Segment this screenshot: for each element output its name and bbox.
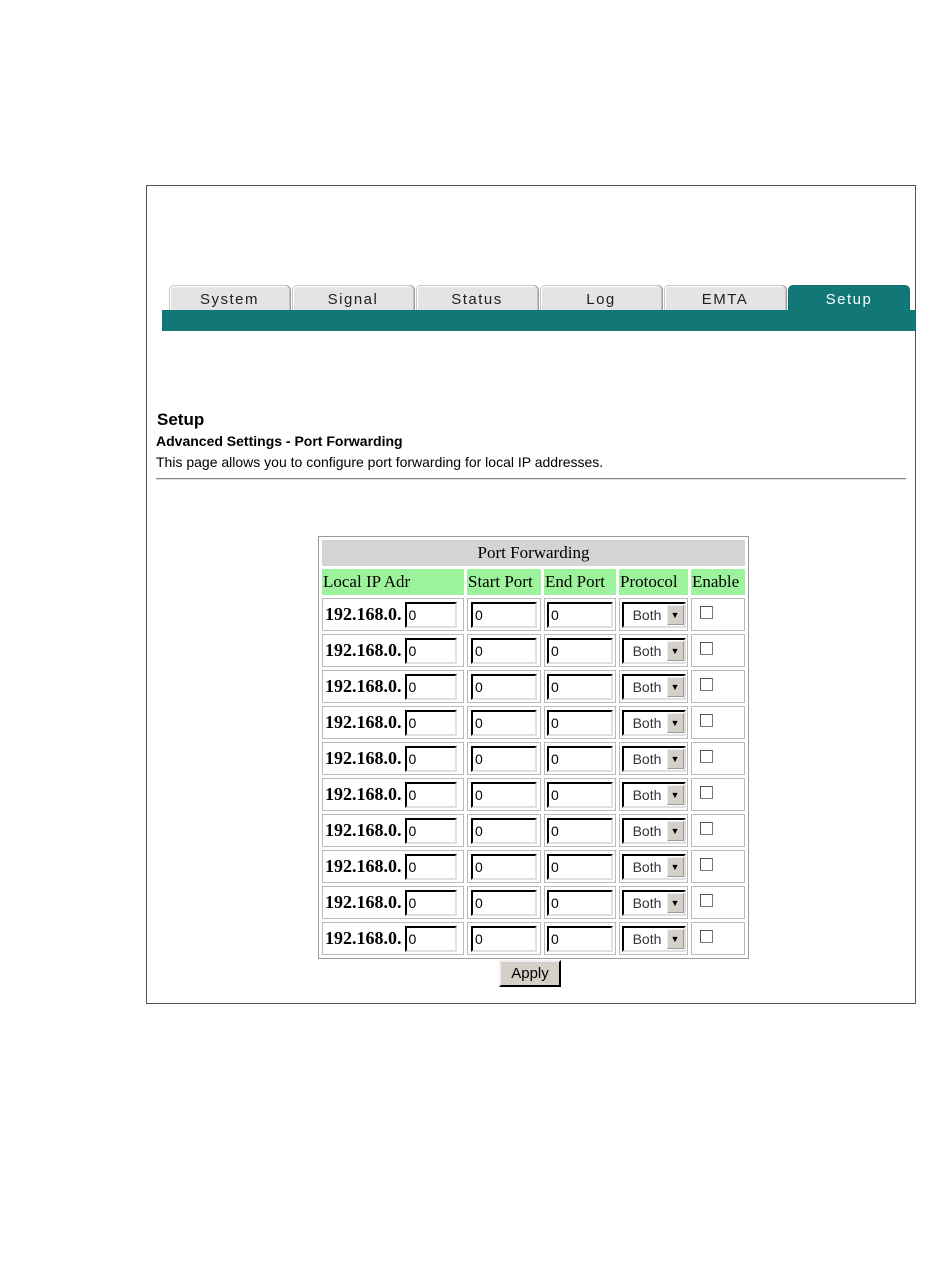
dropdown-arrow-icon[interactable]: ▼ (667, 857, 684, 877)
start-port-cell (467, 706, 541, 739)
protocol-select[interactable] (622, 890, 686, 916)
protocol-value: Both (632, 786, 662, 803)
end-port-input[interactable] (547, 782, 613, 808)
column-header-end-port: End Port (544, 569, 616, 595)
end-port-cell (544, 814, 616, 847)
end-port-input[interactable] (547, 854, 613, 880)
tab-signal[interactable]: Signal (292, 285, 414, 311)
end-port-cell (544, 922, 616, 955)
protocol-value: Both (632, 606, 662, 623)
table-row (322, 670, 745, 703)
dropdown-arrow-icon[interactable]: ▼ (667, 677, 684, 697)
enable-cell (691, 850, 745, 883)
page-description: This page allows you to configure port forwarding for local IP addresses. (156, 454, 604, 470)
dropdown-arrow-icon[interactable]: ▼ (667, 713, 684, 733)
table-row (322, 886, 745, 919)
ip-prefix: 192.168.0. (325, 748, 402, 768)
protocol-select[interactable] (622, 782, 686, 808)
end-port-input[interactable] (547, 674, 613, 700)
local-ip-cell (322, 850, 464, 883)
page-subtitle: Advanced Settings - Port Forwarding (156, 433, 403, 449)
dropdown-arrow-icon[interactable]: ▼ (667, 893, 684, 913)
table-row (322, 814, 745, 847)
local-ip-input[interactable] (405, 710, 457, 736)
local-ip-input[interactable] (405, 926, 457, 952)
protocol-cell (619, 742, 688, 775)
start-port-input[interactable] (471, 782, 537, 808)
enable-checkbox[interactable] (700, 930, 713, 943)
enable-checkbox[interactable] (700, 786, 713, 799)
local-ip-input[interactable] (405, 638, 457, 664)
end-port-cell (544, 850, 616, 883)
protocol-cell (619, 814, 688, 847)
start-port-input[interactable] (471, 854, 537, 880)
local-ip-cell (322, 778, 464, 811)
table-row (322, 850, 745, 883)
protocol-value: Both (632, 714, 662, 731)
protocol-cell (619, 778, 688, 811)
end-port-cell (544, 634, 616, 667)
local-ip-input[interactable] (405, 674, 457, 700)
enable-cell (691, 634, 745, 667)
protocol-cell (619, 850, 688, 883)
protocol-select[interactable] (622, 818, 686, 844)
apply-button[interactable]: Apply (499, 960, 561, 987)
start-port-input[interactable] (471, 674, 537, 700)
end-port-cell (544, 886, 616, 919)
protocol-cell (619, 670, 688, 703)
local-ip-cell (322, 706, 464, 739)
start-port-input[interactable] (471, 638, 537, 664)
ip-prefix: 192.168.0. (325, 640, 402, 660)
local-ip-input[interactable] (405, 818, 457, 844)
tab-emta[interactable]: EMTA (664, 285, 786, 311)
protocol-select[interactable] (622, 854, 686, 880)
enable-cell (691, 706, 745, 739)
column-header-local-ip: Local IP Adr (322, 569, 464, 595)
tab-system[interactable]: System (169, 285, 290, 311)
start-port-input[interactable] (471, 890, 537, 916)
local-ip-cell (322, 598, 464, 631)
enable-checkbox[interactable] (700, 606, 713, 619)
local-ip-cell (322, 670, 464, 703)
protocol-select[interactable] (622, 674, 686, 700)
page-title: Setup (157, 410, 205, 429)
enable-checkbox[interactable] (700, 642, 713, 655)
start-port-cell (467, 850, 541, 883)
ip-prefix: 192.168.0. (325, 892, 402, 912)
start-port-input[interactable] (471, 602, 537, 628)
enable-cell (691, 886, 745, 919)
start-port-input[interactable] (471, 710, 537, 736)
ip-prefix: 192.168.0. (325, 856, 402, 876)
table-row (322, 742, 745, 775)
protocol-value: Both (632, 642, 662, 659)
end-port-input[interactable] (547, 710, 613, 736)
protocol-select[interactable] (622, 710, 686, 736)
table-row (322, 922, 745, 955)
dropdown-arrow-icon[interactable]: ▼ (667, 605, 684, 625)
end-port-input[interactable] (547, 746, 613, 772)
enable-cell (691, 598, 745, 631)
local-ip-cell (322, 634, 464, 667)
start-port-cell (467, 778, 541, 811)
end-port-cell (544, 742, 616, 775)
start-port-cell (467, 922, 541, 955)
protocol-cell (619, 922, 688, 955)
start-port-cell (467, 634, 541, 667)
end-port-input[interactable] (547, 926, 613, 952)
end-port-cell (544, 778, 616, 811)
enable-checkbox[interactable] (700, 894, 713, 907)
protocol-value: Both (632, 822, 662, 839)
enable-cell (691, 742, 745, 775)
enable-checkbox[interactable] (700, 858, 713, 871)
local-ip-cell (322, 742, 464, 775)
column-header-start-port: Start Port (467, 569, 541, 595)
protocol-value: Both (632, 750, 662, 767)
protocol-cell (619, 706, 688, 739)
local-ip-input[interactable] (405, 890, 457, 916)
divider (156, 478, 906, 480)
protocol-select[interactable] (622, 602, 686, 628)
column-header-enable: Enable (691, 569, 745, 595)
local-ip-input[interactable] (405, 746, 457, 772)
tab-log[interactable]: Log (540, 285, 662, 311)
ip-prefix: 192.168.0. (325, 604, 402, 624)
protocol-cell (619, 886, 688, 919)
protocol-select[interactable] (622, 926, 686, 952)
table-row (322, 778, 745, 811)
end-port-input[interactable] (547, 638, 613, 664)
table-row (322, 706, 745, 739)
dropdown-arrow-icon[interactable]: ▼ (667, 785, 684, 805)
end-port-cell (544, 598, 616, 631)
end-port-cell (544, 706, 616, 739)
enable-checkbox[interactable] (700, 750, 713, 763)
enable-checkbox[interactable] (700, 678, 713, 691)
dropdown-arrow-icon[interactable]: ▼ (667, 641, 684, 661)
enable-cell (691, 670, 745, 703)
start-port-cell (467, 742, 541, 775)
protocol-value: Both (632, 678, 662, 695)
column-header-protocol: Protocol (619, 569, 688, 595)
local-ip-cell (322, 922, 464, 955)
start-port-input[interactable] (471, 746, 537, 772)
ip-prefix: 192.168.0. (325, 676, 402, 696)
local-ip-cell (322, 814, 464, 847)
start-port-cell (467, 670, 541, 703)
protocol-value: Both (632, 930, 662, 947)
start-port-input[interactable] (471, 818, 537, 844)
ip-prefix: 192.168.0. (325, 928, 402, 948)
enable-checkbox[interactable] (700, 822, 713, 835)
table-row (322, 598, 745, 631)
end-port-input[interactable] (547, 818, 613, 844)
enable-checkbox[interactable] (700, 714, 713, 727)
protocol-value: Both (632, 894, 662, 911)
local-ip-input[interactable] (405, 782, 457, 808)
dropdown-arrow-icon[interactable]: ▼ (667, 929, 684, 949)
ip-prefix: 192.168.0. (325, 820, 402, 840)
protocol-cell (619, 634, 688, 667)
dropdown-arrow-icon[interactable]: ▼ (667, 821, 684, 841)
dropdown-arrow-icon[interactable]: ▼ (667, 749, 684, 769)
start-port-cell (467, 886, 541, 919)
local-ip-cell (322, 886, 464, 919)
tab-underline-bar (162, 310, 916, 331)
table-caption: Port Forwarding (322, 540, 745, 566)
port-forwarding-table (318, 536, 749, 959)
ip-prefix: 192.168.0. (325, 712, 402, 732)
tab-setup[interactable]: Setup (788, 285, 910, 311)
protocol-cell (619, 598, 688, 631)
protocol-value: Both (632, 858, 662, 875)
start-port-cell (467, 598, 541, 631)
protocol-select[interactable] (622, 746, 686, 772)
end-port-input[interactable] (547, 890, 613, 916)
enable-cell (691, 814, 745, 847)
local-ip-input[interactable] (405, 854, 457, 880)
protocol-select[interactable] (622, 638, 686, 664)
start-port-input[interactable] (471, 926, 537, 952)
start-port-cell (467, 814, 541, 847)
enable-cell (691, 778, 745, 811)
table-row (322, 634, 745, 667)
end-port-cell (544, 670, 616, 703)
end-port-input[interactable] (547, 602, 613, 628)
enable-cell (691, 922, 745, 955)
tab-status[interactable]: Status (416, 285, 538, 311)
ip-prefix: 192.168.0. (325, 784, 402, 804)
router-config-panel (146, 185, 916, 1004)
local-ip-input[interactable] (405, 602, 457, 628)
